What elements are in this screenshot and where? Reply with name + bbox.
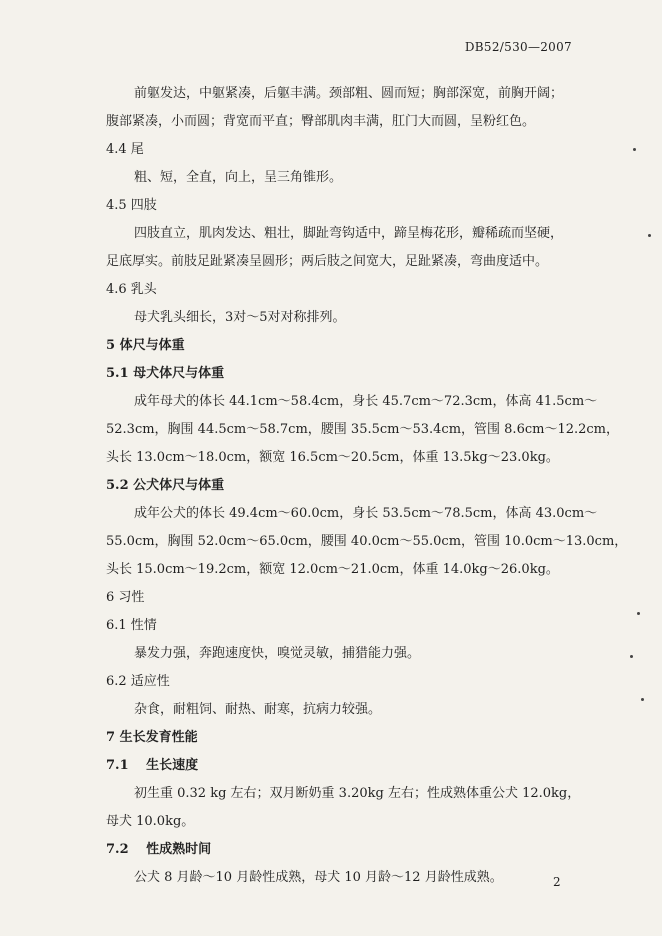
section-heading: 6.1 性情 [106, 618, 157, 633]
section-heading: 7.2 性成熟时间 [106, 842, 212, 857]
scan-speck [630, 655, 633, 658]
text-line: 成年公犬的体长 49.4cm～60.0cm，身长 53.5cm～78.5cm，体高 43.0cm～ [134, 506, 598, 521]
section-heading: 7 生长发育性能 [106, 730, 198, 745]
text-line: 52.3cm，胸围 44.5cm～58.7cm，腰围 35.5cm～53.4cm，管围 8.6cm～12.2cm， [106, 422, 619, 437]
scan-speck [633, 148, 636, 151]
section-heading: 6.2 适应性 [106, 674, 170, 689]
section-heading: 5.2 公犬体尺与体重 [106, 478, 225, 493]
scan-speck [637, 612, 640, 615]
section-heading: 4.4 尾 [106, 142, 144, 157]
text-line: 足底厚实。前肢足趾紧凑呈圆形；两后肢之间宽大，足趾紧凑，弯曲度适中。 [106, 254, 549, 269]
text-line: 头长 13.0cm～18.0cm，额宽 16.5cm～20.5cm，体重 13.5kg～23.0kg。 [106, 450, 559, 465]
text-line: 头长 15.0cm～19.2cm，额宽 12.0cm～21.0cm，体重 14.0kg～26.0kg。 [106, 562, 559, 577]
text-line: 母犬 10.0kg。 [106, 814, 195, 829]
section-heading: 5.1 母犬体尺与体重 [106, 366, 225, 381]
text-line: 母犬乳头细长，3对～5对对称排列。 [134, 310, 346, 325]
document-code: DB52/530—2007 [464, 40, 572, 54]
text-line: 杂食，耐粗饲、耐热、耐寒，抗病力较强。 [134, 702, 382, 717]
text-line: 55.0cm，胸围 52.0cm～65.0cm，腰围 40.0cm～55.0cm，管围 10.0cm～13.0cm， [106, 534, 628, 549]
scan-speck [648, 234, 651, 237]
text-line: 暴发力强，奔跑速度快，嗅觉灵敏，捕猎能力强。 [134, 646, 421, 661]
text-line: 前躯发达，中躯紧凑，后躯丰满。颈部粗、圆而短；胸部深宽，前胸开阔； [134, 86, 564, 101]
text-line: 腹部紧凑，小而圆；背宽而平直；臀部肌肉丰满，肛门大而圆，呈粉红色。 [106, 114, 536, 129]
section-heading: 4.5 四肢 [106, 198, 157, 213]
section-heading: 5 体尺与体重 [106, 338, 185, 353]
text-line: 公犬 8 月龄～10 月龄性成熟，母犬 10 月龄～12 月龄性成熟。 [134, 870, 503, 885]
page-number: 2 [553, 875, 561, 889]
section-heading: 6 习性 [106, 590, 145, 605]
text-line: 四肢直立，肌肉发达、粗壮，脚趾弯钩适中，蹄呈梅花形，瓣稀疏而坚硬， [134, 226, 564, 241]
text-line: 初生重 0.32 kg 左右；双月断奶重 3.20kg 左右；性成熟体重公犬 12.0kg， [134, 786, 581, 801]
text-line: 粗、短，全直，向上，呈三角锥形。 [134, 170, 343, 185]
section-heading: 7.1 生长速度 [106, 758, 199, 773]
text-line: 成年母犬的体长 44.1cm～58.4cm，身长 45.7cm～72.3cm，体高 41.5cm～ [134, 394, 598, 409]
section-heading: 4.6 乳头 [106, 282, 157, 297]
scan-speck [641, 698, 644, 701]
